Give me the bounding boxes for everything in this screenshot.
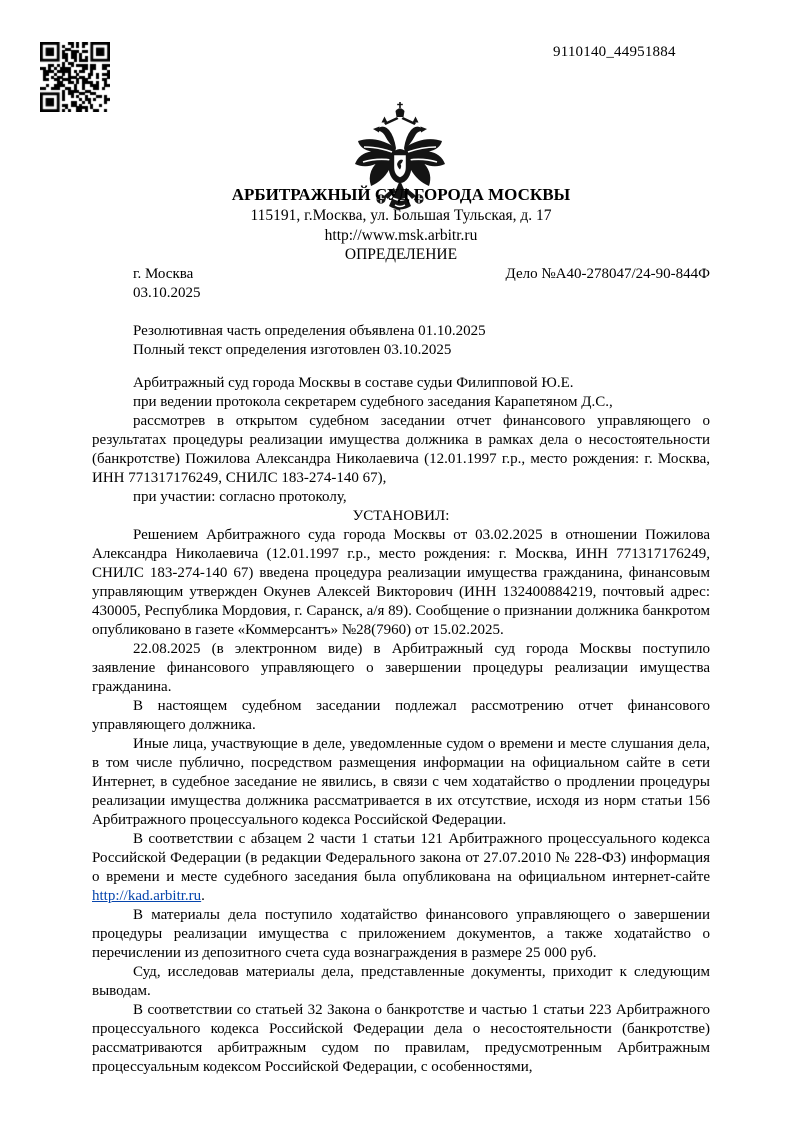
case-header-row [92, 265, 710, 284]
ruling-date: 03.10.2025 [133, 285, 201, 301]
body-paragraph-court-conclusions: Суд, исследовав материалы дела, представленные документы, приходит к следующим выводам. [92, 964, 710, 999]
body-paragraph-other-parties: Иные лица, участвующие в деле, уведомленные судом о времени и месте слушания дела, в том числе публично, посредством размещения информации на официальном сайте в сети Интернет, в судебное заседание не явились, в связи с чем ходатайство о продлении процедуры реализации имущества должника рассматривается в их отсутствие, исходя из норм статьи 156 Арбитражного процессуального кодекса Российской Федерации. [92, 736, 710, 828]
court-address: 115191, г.Москва, ул. Большая Тульская, д. 17 [250, 207, 552, 224]
participants-line: при участии: согласно протоколу, [133, 489, 347, 505]
spacer [92, 360, 710, 374]
document-body [92, 184, 710, 1077]
kad-arbitr-link[interactable]: http://kad.arbitr.ru [92, 888, 202, 904]
full-text-made-line: Полный текст определения изготовлен 03.10.2025 [133, 342, 452, 358]
document-registry-number: 9110140_44951884 [553, 44, 676, 60]
ruling-city: г. Москва [133, 266, 194, 282]
ruling-heading: УСТАНОВИЛ: [352, 508, 450, 524]
body-paragraph-decision: Решением Арбитражного суда города Москвы от 03.02.2025 в отношении Пожилова Александра Николаевича (12.01.1997 г.р., место рождения: г. Москва, ИНН 771317176249, СНИЛС 183-274-140 67) введена процедура реализации имущества гражданина, финансовым управляющим утвержден Окунев Алексей Викторович (ИНН 132400884219, почтовый адрес: 430005, Республика Мордовия, г. Саранск, а/я 89). Сообщение о признании должника банкротом опубликовано в газете «Коммерсантъ» №28(7960) от 15.02.2025. [92, 527, 710, 638]
court-website: http://www.msk.arbitr.ru [324, 227, 478, 244]
document-type-title: ОПРЕДЕЛЕНИЕ [344, 246, 458, 263]
publication-text-before-link: В соответствии с абзацем 2 части 1 статьи 121 Арбитражного процессуального кодекса Российской Федерации (в редакции Федерального закона от 27.07.2010 № 228-ФЗ) информация о времени и месте судебного заседания была опубликована на официальном интернет-сайте [92, 831, 710, 885]
publication-text-after-link: . [201, 888, 205, 904]
secretary-line: при ведении протокола секретарем судебного заседания Карапетяном Д.С., [133, 394, 613, 410]
body-paragraph-motions: В материалы дела поступило ходатайство финансового управляющего о завершении процедуры реализации имущества с приложением документов, а также ходатайство о перечислении из депозитного счета суда вознаграждения в размере 25 000 руб. [92, 907, 710, 961]
spacer [92, 303, 710, 322]
qr-code-icon [40, 42, 110, 112]
case-number: Дело №А40-278047/24-90-844Ф [505, 266, 710, 282]
resolution-announced-line: Резолютивная часть определения объявлена 01.10.2025 [133, 323, 486, 339]
body-paragraph-law-reference: В соответствии со статьей 32 Закона о банкротстве и частью 1 статьи 223 Арбитражного процессуального кодекса Российской Федерации дела о несостоятельности (банкротстве) рассматриваются арбитражным судом по правилам, предусмотренным Арбитражным процессуальным кодексом Российской Федерации, с особенностями, [92, 1002, 710, 1075]
case-subject-paragraph: рассмотрев в открытом судебном заседании отчет финансового управляющего о результатах процедуры реализации имущества должника в рамках дела о несостоятельности (банкротстве) Пожилова Александра Николаевича (12.01.1997 г.р., место рождения: г. Москва, ИНН 771317176249, СНИЛС 183-274-140 67), [92, 413, 710, 486]
court-name-title: АРБИТРАЖНЫЙ СУД ГОРОДА МОСКВЫ [231, 185, 571, 204]
body-paragraph-publication [92, 830, 710, 906]
body-paragraph-application: 22.08.2025 (в электронном виде) в Арбитражный суд города Москвы поступило заявление финансового управляющего о завершении процедуры реализации имущества гражданина. [92, 641, 710, 695]
court-composition-line: Арбитражный суд города Москвы в составе судьи Филипповой Ю.Е. [133, 375, 574, 391]
body-paragraph-hearing-subject: В настоящем судебном заседании подлежал рассмотрению отчет финансового управляющего должника. [92, 698, 710, 733]
